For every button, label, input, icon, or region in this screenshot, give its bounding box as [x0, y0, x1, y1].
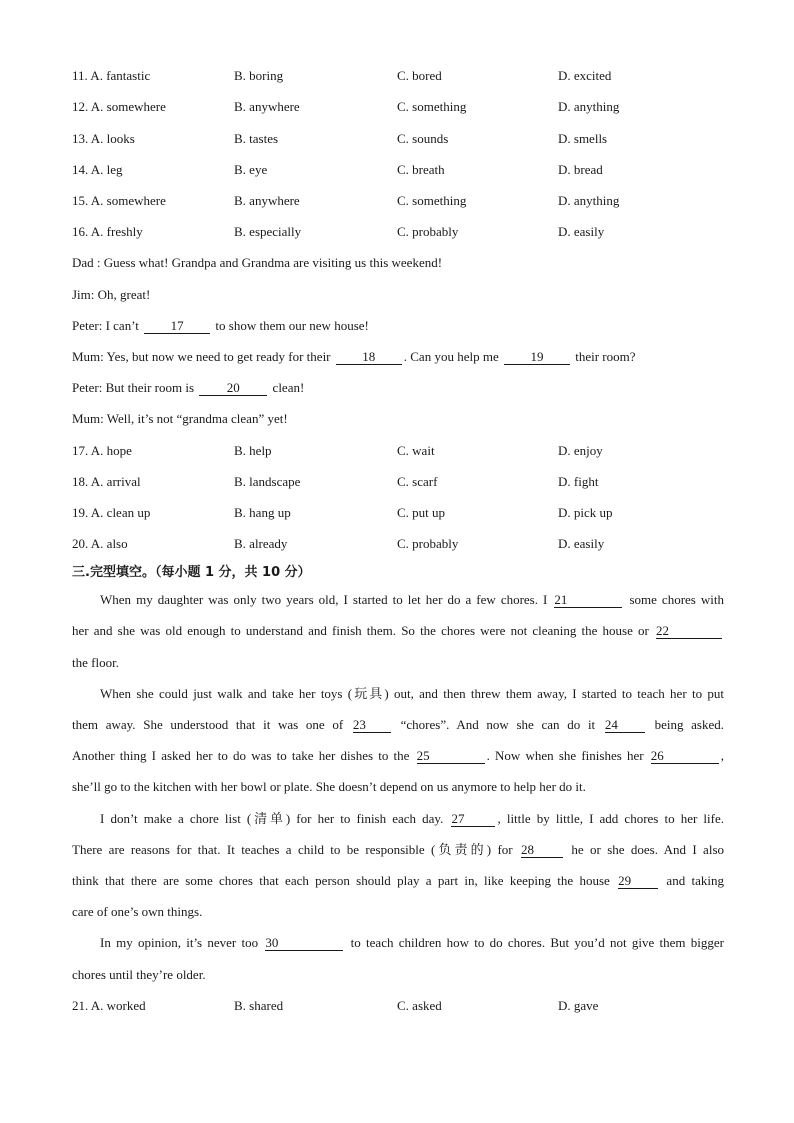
text: I don’t make a chore list (清单) for her to finish each day.	[100, 811, 450, 826]
question-14	[72, 161, 732, 179]
option-b: B. already	[234, 536, 288, 551]
option-a: 15. A. somewhere	[72, 193, 166, 208]
option-c: C. sounds	[397, 131, 449, 146]
option-c: C. something	[397, 193, 467, 208]
text: “chores”. And now she can do it	[392, 717, 603, 732]
blank-28[interactable]: 28	[521, 843, 563, 858]
blank-18[interactable]: 18	[336, 350, 402, 365]
option-d: D. fight	[558, 474, 599, 489]
option-d: D. bread	[558, 162, 603, 177]
passage-line: care of one’s own things.	[72, 904, 203, 919]
passage-line: the floor.	[72, 655, 119, 670]
option-d: D. easily	[558, 224, 605, 239]
option-a: 18. A. arrival	[72, 474, 141, 489]
text: ,	[720, 748, 724, 763]
passage-line	[72, 716, 724, 734]
text: There are reasons for that. It teaches a child to be responsible (负责的) for	[72, 842, 519, 857]
question-15	[72, 192, 732, 210]
question-21	[72, 997, 732, 1015]
blank-17[interactable]: 17	[144, 319, 210, 334]
blank-23[interactable]: 23	[353, 718, 391, 733]
blank-19[interactable]: 19	[504, 350, 570, 365]
text: her and she was old enough to understand and finish them. So the chores were not cleaning the house or	[72, 623, 654, 638]
blank-20[interactable]: 20	[199, 381, 267, 396]
option-a: 13. A. looks	[72, 131, 135, 146]
passage-line	[72, 841, 724, 859]
text: . Now when she finishes her	[486, 748, 649, 763]
dialogue-line-mum-2: Mum: Well, it’s not “grandma clean” yet!	[72, 411, 288, 426]
option-c: C. scarf	[397, 474, 438, 489]
text: think that there are some chores that each person should play a part in, like keeping the house	[72, 873, 617, 888]
blank-25[interactable]: 25	[417, 749, 485, 764]
dialogue-line-peter-1	[72, 317, 724, 335]
option-d: D. pick up	[558, 505, 613, 520]
passage-line	[72, 622, 724, 640]
dialogue-line-jim: Jim: Oh, great!	[72, 287, 151, 302]
text: , little by little, I add chores to her life.	[497, 811, 724, 826]
text: Peter: I can’t	[72, 318, 143, 333]
question-11	[72, 67, 732, 85]
text: he or she does. And I also	[565, 842, 724, 857]
option-a: 12. A. somewhere	[72, 99, 166, 114]
text: When my daughter was only two years old, I started to let her do a few chores. I	[100, 592, 553, 607]
option-b: B. tastes	[234, 131, 279, 146]
option-b: B. hang up	[234, 505, 291, 520]
text: some chores with	[624, 592, 725, 607]
option-d: D. gave	[558, 998, 599, 1013]
option-d: D. anything	[558, 193, 620, 208]
blank-29[interactable]: 29	[618, 874, 658, 889]
option-b: B. eye	[234, 162, 268, 177]
option-a: 11. A. fantastic	[72, 68, 151, 83]
question-16	[72, 223, 732, 241]
option-b: B. anywhere	[234, 99, 300, 114]
section-title: 三.完型填空。（每小题 1 分，共 10 分）	[72, 565, 311, 580]
option-c: C. bored	[397, 68, 442, 83]
text: their room?	[571, 349, 636, 364]
blank-21[interactable]: 21	[554, 593, 622, 608]
option-c: C. something	[397, 99, 467, 114]
passage-line	[72, 747, 724, 765]
passage-line	[100, 934, 724, 952]
option-c: C. breath	[397, 162, 445, 177]
dialogue-line-dad: Dad : Guess what! Grandpa and Grandma are visiting us this weekend!	[72, 255, 443, 270]
blank-26[interactable]: 26	[651, 749, 719, 764]
option-c: C. asked	[397, 998, 442, 1013]
option-c: C. put up	[397, 505, 446, 520]
dialogue-line-mum-1	[72, 348, 724, 366]
option-b: B. especially	[234, 224, 302, 239]
option-b: B. shared	[234, 998, 284, 1013]
text: In my opinion, it’s never too	[100, 935, 264, 950]
option-a: 21. A. worked	[72, 998, 146, 1013]
question-17	[72, 442, 732, 460]
passage-line	[100, 810, 724, 828]
option-a: 16. A. freshly	[72, 224, 143, 239]
text: Mum: Yes, but now we need to get ready for their	[72, 349, 334, 364]
option-d: D. anything	[558, 99, 620, 114]
text: Peter: But their room is	[72, 380, 198, 395]
option-d: D. excited	[558, 68, 612, 83]
blank-24[interactable]: 24	[605, 718, 645, 733]
option-a: 19. A. clean up	[72, 505, 151, 520]
passage-line	[100, 591, 724, 609]
question-12	[72, 98, 732, 116]
passage-line: she’ll go to the kitchen with her bowl or plate. She doesn’t depend on us anymore to help her do it.	[72, 779, 586, 794]
option-a: 17. A. hope	[72, 443, 132, 458]
blank-27[interactable]: 27	[451, 812, 495, 827]
blank-22[interactable]: 22	[656, 624, 722, 639]
question-18	[72, 473, 732, 491]
question-20	[72, 535, 732, 553]
text: . Can you help me	[403, 349, 502, 364]
option-a: 14. A. leg	[72, 162, 123, 177]
option-b: B. landscape	[234, 474, 301, 489]
text: to show them our new house!	[212, 318, 369, 333]
option-b: B. boring	[234, 68, 284, 83]
option-a: 20. A. also	[72, 536, 128, 551]
text: them away. She understood that it was one of	[72, 717, 351, 732]
text: to teach children how to do chores. But you’d not give them bigger	[345, 935, 724, 950]
option-b: B. anywhere	[234, 193, 300, 208]
option-c: C. probably	[397, 536, 459, 551]
text: Another thing I asked her to do was to take her dishes to the	[72, 748, 415, 763]
option-d: D. smells	[558, 131, 608, 146]
blank-30[interactable]: 30	[265, 936, 343, 951]
text: being asked.	[646, 717, 725, 732]
text: clean!	[269, 380, 305, 395]
passage-line	[72, 872, 724, 890]
dialogue-line-peter-2	[72, 379, 724, 397]
question-19	[72, 504, 732, 522]
option-c: C. wait	[397, 443, 435, 458]
option-d: D. enjoy	[558, 443, 603, 458]
option-d: D. easily	[558, 536, 605, 551]
passage-line: chores until they’re older.	[72, 967, 206, 982]
option-c: C. probably	[397, 224, 459, 239]
question-13	[72, 130, 732, 148]
option-b: B. help	[234, 443, 272, 458]
passage-line: When she could just walk and take her toys (玩具) out, and then threw them away, I started to teach her to put	[100, 686, 724, 701]
text: and taking	[660, 873, 724, 888]
